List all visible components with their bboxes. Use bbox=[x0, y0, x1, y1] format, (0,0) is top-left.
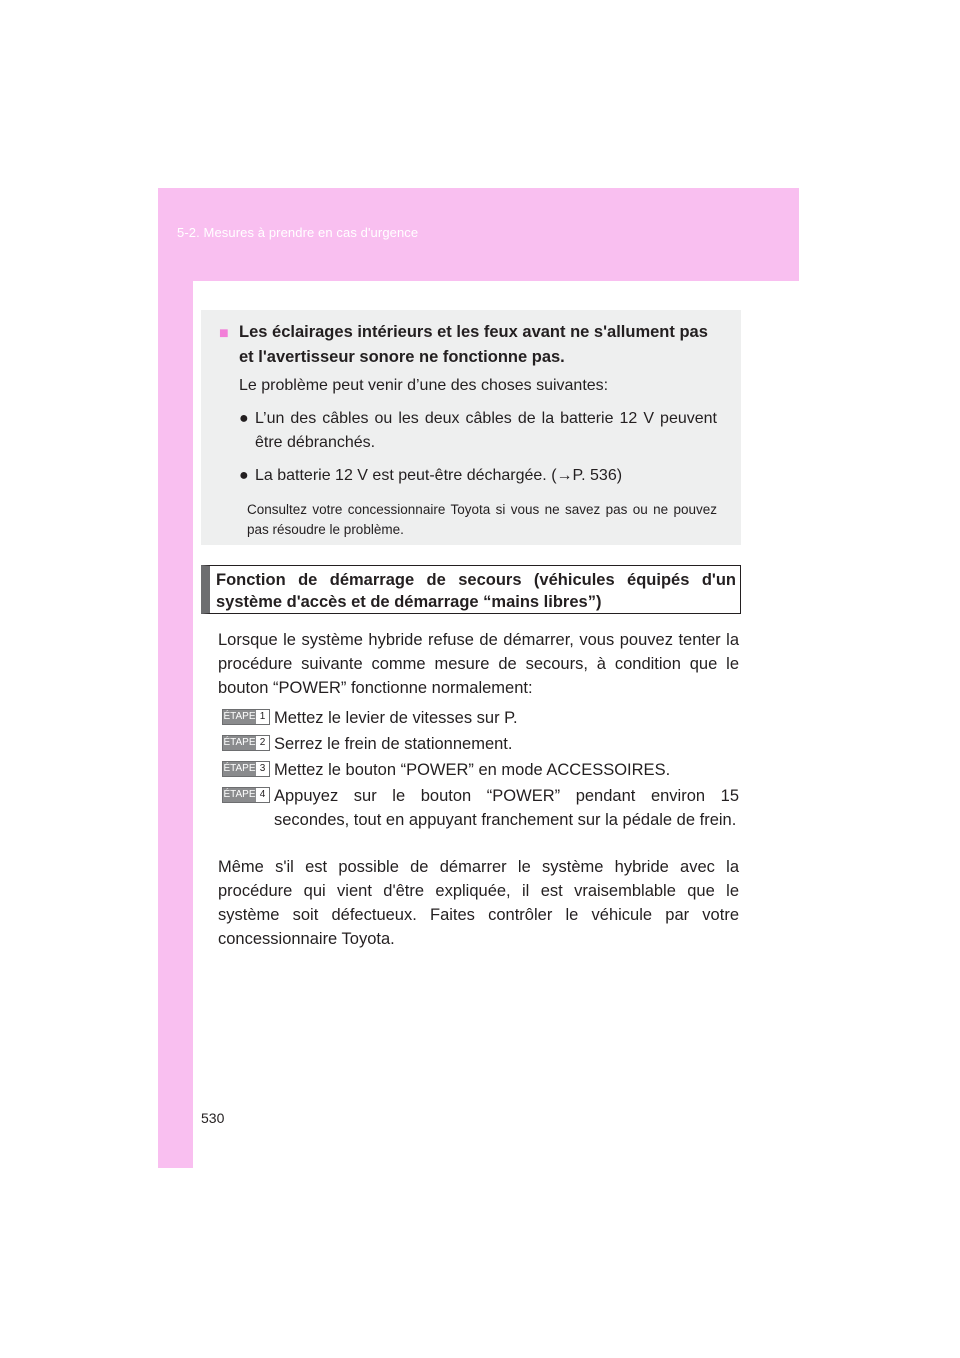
step-text: Appuyez sur le bouton “POWER” pendant environ 15 secondes, tout en appuyant franchement sur la pédale de frein. bbox=[274, 787, 739, 829]
closing-paragraph: Même s'il est possible de démarrer le système hybride avec la procédure qui vient d'être expliquée, il est vraisemblable que le système soit défectueux. Faites contrôler le véhicule par votre concessionnaire Toyota. bbox=[218, 858, 739, 948]
step-badge-number: 2 bbox=[256, 736, 269, 750]
intro-paragraph: Lorsque le système hybride refuse de démarrer, vous pouvez tenter la procédure suivante comme mesure de secours, à condition que le bouton “POWER” fonctionne normalement: bbox=[218, 631, 739, 697]
step-badge-label: ÉTAPE bbox=[223, 763, 256, 774]
step-badge-label: ÉTAPE bbox=[223, 737, 256, 748]
list-item bbox=[219, 464, 717, 488]
info-box bbox=[201, 310, 741, 545]
step-badge-label: ÉTAPE bbox=[223, 711, 256, 722]
square-marker-icon: ■ bbox=[219, 325, 229, 342]
list-item-text: L’un des câbles ou les deux câbles de la batterie 12 V peuvent être débranchés. bbox=[255, 410, 717, 451]
step-text: Mettez le bouton “POWER” en mode ACCESSOIRES. bbox=[274, 761, 671, 779]
list-item-text: La batterie 12 V est peut-être déchargée. (→P. 536) bbox=[255, 467, 623, 484]
page-number: 530 bbox=[201, 1110, 225, 1126]
section-title: Fonction de démarrage de secours (véhicules équipés d'un système d'accès et de démarrage “mains libres”) bbox=[201, 565, 741, 614]
info-heading bbox=[219, 320, 717, 370]
step-badge bbox=[222, 735, 270, 751]
step-badge bbox=[222, 787, 270, 803]
step-item bbox=[222, 732, 739, 756]
list-item bbox=[219, 407, 717, 455]
bullet-icon: ● bbox=[239, 410, 249, 427]
step-badge-label: ÉTAPE bbox=[223, 789, 256, 800]
step-badge bbox=[222, 709, 270, 725]
step-badge-number: 3 bbox=[256, 762, 269, 776]
step-badge bbox=[222, 761, 270, 777]
info-intro: Le problème peut venir d’une des choses suivantes: bbox=[239, 377, 609, 394]
side-band bbox=[158, 281, 193, 1168]
step-item bbox=[222, 758, 739, 782]
step-badge-number: 4 bbox=[256, 788, 269, 802]
step-item bbox=[222, 706, 739, 730]
step-badge-number: 1 bbox=[256, 710, 269, 724]
step-text: Serrez le frein de stationnement. bbox=[274, 735, 513, 753]
step-item bbox=[222, 784, 739, 832]
info-note: Consultez votre concessionnaire Toyota si vous ne savez pas ou ne pouvez pas résoudre le problème. bbox=[247, 502, 717, 537]
section-header: 5-2. Mesures à prendre en cas d'urgence bbox=[177, 225, 419, 240]
info-heading-text: Les éclairages intérieurs et les feux avant ne s'allument pas et l'avertisseur sonore ne fonctionne pas. bbox=[239, 323, 708, 366]
step-text: Mettez le levier de vitesses sur P. bbox=[274, 709, 518, 727]
bullet-icon: ● bbox=[239, 467, 249, 484]
